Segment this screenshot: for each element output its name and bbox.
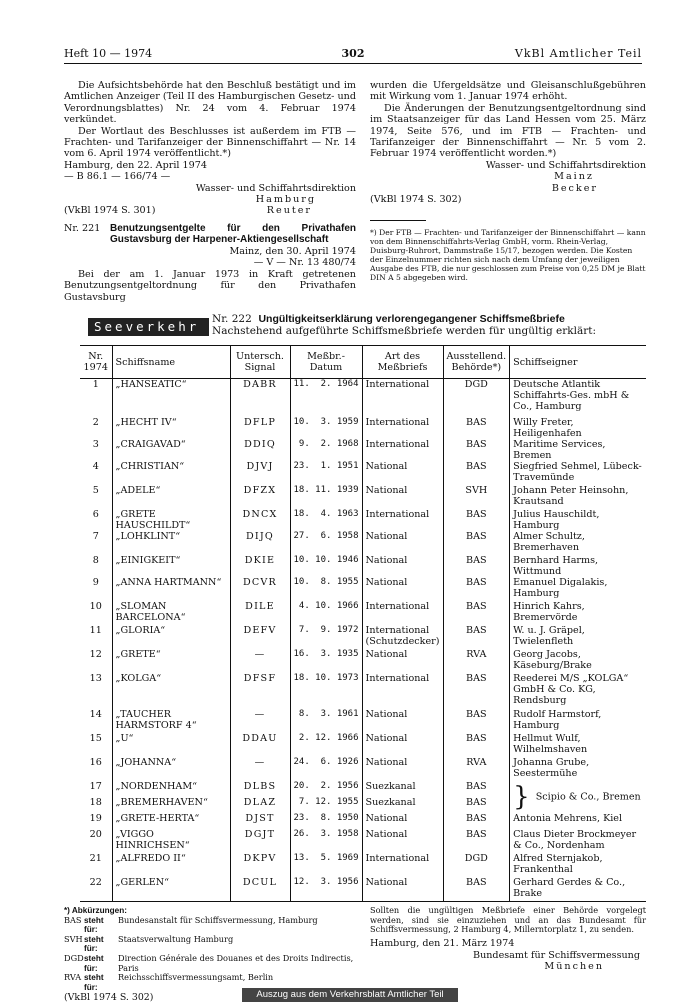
cell-signal: DCUL [230,877,290,902]
cell-signal: DFSF [230,673,290,709]
table-row [80,485,646,509]
cell-certificate-type: National [362,531,443,555]
cell-certificate-type: International [362,439,443,461]
cell-certificate-type: International [362,673,443,709]
notice-title: Ungültigkeitserklärung verlorengegangener Schiffsmeßbriefe [258,313,565,325]
cell-signal: DDAU [230,733,290,757]
abbr-stands: steht für: [84,934,104,954]
table-row [80,379,646,418]
col-header-authority: Ausstellend. Behörde*) [443,346,510,379]
cell-ship-name: „GRETE HAUSCHILDT“ [112,509,230,531]
left-paragraph-1: Die Aufsichtsbehörde hat den Beschluß bestätigt und im Amtlichen Anzeiger (Teil II des Hamburgischen Gesetz- und Verordnungsblattes) Nr. 24 vom 4. Februar 1974 verkündet. [64,80,356,126]
table-row [80,531,646,555]
notice-number: Nr. 221 [64,222,101,234]
abbr-text: Reichsschiffsvermessungsamt, Berlin [118,972,274,983]
vkbl-reference: (VkBl 1974 S. 302) [370,194,462,206]
cell-date: 10. 3. 1959 [290,417,362,439]
cell-signal: DLAZ [230,797,290,813]
table-row [80,877,646,902]
cell-certificate-type: National [362,461,443,485]
cell-owner: Siegfried Sehmel, Lübeck-Travemünde [510,461,646,485]
cell-authority: BAS [443,877,510,902]
cell-signal: DKIE [230,555,290,577]
cell-date: 7. 9. 1972 [290,625,362,649]
cell-owner: Julius Hauschildt, Hamburg [510,509,646,531]
closing-signature [370,938,646,973]
cell-ship-name: „TAUCHER HARMSTORF 4“ [112,709,230,733]
ship-certificates-table [80,345,646,902]
footer-banner: Auszug aus dem Verkehrsblatt Amtlicher Teil [242,988,458,1002]
table-row [80,625,646,649]
table-row [80,577,646,601]
table-row [80,555,646,577]
cell-authority: BAS [443,461,510,485]
cell-ship-name: „ANNA HARTMANN“ [112,577,230,601]
cell-signal: DABR [230,379,290,418]
footnote-divider [370,220,426,221]
left-paragraph-2: Der Wortlaut des Beschlusses ist außerdem im FTB — Frachten- und Tarifanzeiger der Binnenschiffahrt — Nr. 14 vom 6. April 1974 veröffentlicht.*) [64,125,356,160]
cell-owner: Johanna Grube, Seestermühe [510,757,646,781]
abbreviations-title: *) Abkürzungen: [64,906,127,915]
cell-owner: Almer Schultz, Bremerhaven [510,531,646,555]
cell-authority: RVA [443,649,510,673]
cell-date: 18. 11. 1939 [290,485,362,509]
right-column [370,80,646,205]
abbr-text: Bundesanstalt für Schiffsvermessung, Hamburg [118,914,318,925]
abbr-key: BAS [64,914,82,925]
table-row [80,733,646,757]
cell-signal: — [230,709,290,733]
right-paragraph-1: wurden die Ufergeldsätze und Gleisanschlußgebühren mit Wirkung vom 1. Januar 1974 erhöht. [370,80,646,103]
cell-owner: Emanuel Digalakis, Hamburg [510,577,646,601]
cell-date: 13. 5. 1969 [290,853,362,877]
cell-date: 10. 8. 1955 [290,577,362,601]
cell-ship-name: „GRETE-HERTA“ [112,813,230,829]
abbr-stands: steht für: [84,973,104,992]
table-row [80,649,646,673]
cell-authority: BAS [443,781,510,797]
notice-reference: — V — Nr. 13 480/74 [253,257,356,269]
cell-date: 26. 3. 1958 [290,829,362,853]
cell-owner: Rudolf Harmstorf, Hamburg [510,709,646,733]
cell-ship-name: „HANSEATIC“ [112,379,230,418]
table-row [80,673,646,709]
cell-owner: Hinrich Kahrs, Bremervörde [510,601,646,625]
cell-ship-name: „JOHANNA“ [112,757,230,781]
cell-date: 12. 3. 1956 [290,877,362,902]
cell-date: 4. 10. 1966 [290,601,362,625]
cell-owner: Bernhard Harms, Wittmund [510,555,646,577]
table-row [80,781,646,797]
cell-signal: DIJQ [230,531,290,555]
notice-text: Bei der am 1. Januar 1973 in Kraft getretenen Benutzungsentgeltordnung für den Privathafen Gustavsburg [64,268,356,303]
table-body [80,379,646,902]
cell-signal: DJST [230,813,290,829]
cell-date: 23. 8. 1950 [290,813,362,829]
closing-place-date: Hamburg, den 21. März 1974 [370,938,515,949]
cell-ship-name: „LOHKLINT“ [112,531,230,555]
cell-number: 22 [80,877,112,902]
abbr-stands: steht für: [84,915,104,935]
cell-date: 23. 1. 1951 [290,461,362,485]
notice-number: Nr. 222 [212,313,252,325]
publication-name: VkBl Amtlicher Teil [514,47,642,60]
cell-authority: BAS [443,625,510,649]
cell-number: 13 [89,673,102,684]
cell-ship-name: „SLOMAN BARCELONA“ [112,601,230,625]
cell-date: 8. 3. 1961 [290,709,362,733]
closing-city: München [544,961,604,972]
cell-number: 3 [92,439,99,450]
notice-title: Benutzungsentgelte für den Privathafen Gustavsburg der Harpener-Aktiengesellschaft [110,222,356,246]
cell-ship-name: „GRETE“ [112,649,230,673]
cell-signal: DFLP [230,417,290,439]
cell-certificate-type: Suezkanal [362,797,443,813]
cell-number: 7 [92,531,99,542]
cell-number: 10 [89,601,102,612]
table-row [80,417,646,439]
cell-owner: Alfred Sternjakob, Frankenthal [510,853,646,877]
cell-signal: DGJT [230,829,290,853]
cell-authority: BAS [443,531,510,555]
cell-authority: BAS [443,577,510,601]
abbr-key: DGD [64,952,84,963]
cell-certificate-type: National [362,813,443,829]
cell-certificate-type: National [362,577,443,601]
authority-city: Hamburg [255,194,316,206]
footnote: *) Der FTB — Frachten- und Tarifanzeiger der Binnenschiffahrt — kann von dem Binnenschiffahrts-Verlag GmbH, vorm. Rhein-Verlag, Duisburg-Ruhrort, Dammstraße 15/17, bezogen werden. Die Kosten der Einzelnummer richten sich nach dem Umfang der jeweiligen Ausgabe des FTB, die nur geschlossen zum Preise von 0,25 DM je Blatt DIN A 5 abgegeben wird. [370,228,646,282]
cell-date: 24. 6. 1926 [290,757,362,781]
cell-ship-name: „HECHT IV“ [112,417,230,439]
authority: Wasser- und Schiffahrtsdirektion [485,159,646,171]
cell-certificate-type: National [362,709,443,733]
cell-ship-name: „GLORIA“ [112,625,230,649]
notice-place-date: Mainz, den 30. April 1974 [229,245,356,257]
cell-date: 27. 6. 1958 [290,531,362,555]
cell-number: 20 [89,829,102,840]
cell-number: 9 [92,577,99,588]
cell-authority: DGD [443,379,510,418]
cell-owner: Willy Freter, Heiligenhafen [510,417,646,439]
abbr-text: Direction Générale des Douanes et des Droits Indirectis, Paris [118,952,354,973]
cell-authority: BAS [443,555,510,577]
cell-date: 18. 10. 1973 [290,673,362,709]
cell-ship-name: „EINIGKEIT“ [112,555,230,577]
cell-signal: DILE [230,601,290,625]
page-header [64,47,642,64]
cell-number: 11 [89,625,102,636]
shared-owner: Scipio & Co., Bremen [535,791,641,803]
col-header-owner: Schiffseigner [510,346,646,379]
cell-date: 11. 2. 1964 [290,379,362,418]
cell-authority: BAS [443,417,510,439]
cell-owner: Maritime Services, Bremen [510,439,646,461]
cell-date: 20. 2. 1956 [290,781,362,797]
cell-signal: DDIQ [230,439,290,461]
cell-authority: BAS [443,813,510,829]
cell-authority: BAS [443,673,510,709]
cell-authority: SVH [443,485,510,509]
cell-signal: — [230,757,290,781]
cell-date: 16. 3. 1935 [290,649,362,673]
cell-authority: BAS [443,439,510,461]
cell-signal: DNCX [230,509,290,531]
cell-certificate-type: International [362,417,443,439]
brace-icon: } [513,782,530,812]
abbr-key: RVA [64,972,82,983]
reference: — B 86.1 — 166/74 — [64,171,171,183]
cell-authority: BAS [443,797,510,813]
cell-ship-name: „CRAIGAVAD“ [112,439,230,461]
vkbl-reference: (VkBl 1974 S. 301) [64,205,156,217]
cell-owner: Claus Dieter Brockmeyer & Co., Nordenham [510,829,646,853]
cell-number: 15 [89,733,102,744]
abbr-stands: steht für: [84,953,104,973]
col-header-type: Art des Meßbriefs [362,346,443,379]
cell-signal: DKPV [230,853,290,877]
table-row [80,461,646,485]
cell-certificate-type: Suezkanal [362,781,443,797]
cell-certificate-type: National [362,649,443,673]
cell-ship-name: „GERLEN“ [112,877,230,902]
cell-certificate-type: International [362,601,443,625]
table-row [80,757,646,781]
cell-authority: BAS [443,733,510,757]
cell-number: 1 [92,379,99,390]
table-row [80,601,646,625]
col-header-number: Nr. 1974 [80,346,112,379]
place-date: Hamburg, den 22. April 1974 [64,159,207,171]
cell-ship-name: „U“ [112,733,230,757]
signer: Becker [551,182,598,194]
cell-number: 12 [89,649,102,660]
cell-owner: W. u. J. Gräpel, Twielenfleth [510,625,646,649]
col-header-ship-name: Schiffsname [112,346,230,379]
cell-signal: DLBS [230,781,290,797]
cell-number: 19 [89,813,102,824]
table-row [80,509,646,531]
cell-ship-name: „VIGGO HINRICHSEN“ [112,829,230,853]
cell-number: 6 [92,509,99,520]
cell-date: 7. 12. 1955 [290,797,362,813]
cell-certificate-type: National [362,829,443,853]
cell-number: 2 [92,417,99,428]
cell-certificate-type: National [362,555,443,577]
cell-certificate-type: International [362,509,443,531]
right-paragraph-2: Die Änderungen der Benutzungsentgeltordnung sind im Staatsanzeiger für das Land Hessen vom 25. März 1974, Seite 576, und im FTB — Frachten- und Tarifanzeiger der Binnenschiffahrt — Nr. 5 vom 2. Februar 1974 veröffentlicht worden.*) [370,102,646,160]
cell-owner [510,781,646,813]
cell-certificate-type: National [362,757,443,781]
cell-owner: Johann Peter Heinsohn, Krautsand [510,485,646,509]
table-row [80,709,646,733]
notice-subtitle: Nachstehend aufgeführte Schiffsmeßbriefe werden für ungültig erklärt: [212,325,596,337]
cell-owner: Gerhard Gerdes & Co., Brake [510,877,646,902]
cell-authority: RVA [443,757,510,781]
cell-ship-name: „NORDENHAM“ [112,781,230,797]
cell-ship-name: „BREMERHAVEN“ [112,797,230,813]
cell-number: 14 [89,709,102,720]
notice-222-heading [212,313,596,337]
left-column [64,80,356,303]
cell-signal: — [230,649,290,673]
cell-ship-name: „KOLGA“ [112,673,230,709]
cell-certificate-type: National [362,733,443,757]
cell-authority: DGD [443,853,510,877]
cell-ship-name: „ALFREDO II“ [112,853,230,877]
cell-number: 18 [89,797,102,808]
col-header-date: Meßbr.- Datum [290,346,362,379]
cell-certificate-type: National [362,877,443,902]
signer: Reuter [266,205,312,217]
cell-certificate-type: International [362,853,443,877]
cell-ship-name: „ADELE“ [112,485,230,509]
cell-date: 9. 2. 1968 [290,439,362,461]
vkbl-reference: (VkBl 1974 S. 302) [64,992,154,1004]
cell-certificate-type: National [362,485,443,509]
cell-number: 5 [92,485,99,496]
cell-number: 8 [92,555,99,566]
cell-owner: Reederei M/S „KOLGA“ GmbH & Co. KG, Rendsburg [510,673,646,709]
closing-authority: Bundesamt für Schiffsvermessung [473,949,640,961]
authority-city: Mainz [554,171,594,183]
table-row [80,829,646,853]
cell-number: 17 [89,781,102,792]
col-header-signal: Untersch. Signal [230,346,290,379]
cell-certificate-type: International (Schutzdecker) [362,625,443,649]
cell-date: 18. 4. 1963 [290,509,362,531]
authority: Wasser- und Schiffahrtsdirektion [195,182,356,194]
cell-ship-name: „CHRISTIAN“ [112,461,230,485]
table-row [80,439,646,461]
cell-signal: DEFV [230,625,290,649]
cell-number: 16 [89,757,102,768]
table-row [80,813,646,829]
section-label: Seeverkehr [88,318,209,336]
cell-owner: Deutsche Atlantik Schiffahrts-Ges. mbH & Co., Hamburg [510,379,646,418]
cell-authority: BAS [443,829,510,853]
cell-signal: DCVR [230,577,290,601]
table-row [80,853,646,877]
cell-signal: DFZX [230,485,290,509]
page-number: 302 [341,47,365,60]
cell-authority: BAS [443,709,510,733]
table-header-row [80,346,646,379]
cell-signal: DJVJ [230,461,290,485]
abbr-text: Staatsverwaltung Hamburg [118,933,234,944]
cell-certificate-type: International [362,379,443,418]
notice-221-heading [64,223,356,246]
abbr-key: SVH [64,933,83,944]
cell-owner: Georg Jacobs, Käseburg/Brake [510,649,646,673]
cell-owner: Hellmut Wulf, Wilhelmshaven [510,733,646,757]
closing-note: Sollten die ungültigen Meßbriefe einer Behörde vorgelegt werden, sind sie einzuziehen und an das Bundesamt für Schiffsvermessung, 2 Hamburg 4, Millerntorplatz 1, zu senden. [370,905,646,935]
cell-owner: Antonia Mehrens, Kiel [510,813,646,829]
cell-number: 4 [92,461,99,472]
cell-number: 21 [89,853,102,864]
cell-authority: BAS [443,601,510,625]
issue-number: Heft 10 — 1974 [64,47,153,60]
cell-date: 10. 10. 1946 [290,555,362,577]
cell-date: 2. 12. 1966 [290,733,362,757]
cell-authority: BAS [443,509,510,531]
